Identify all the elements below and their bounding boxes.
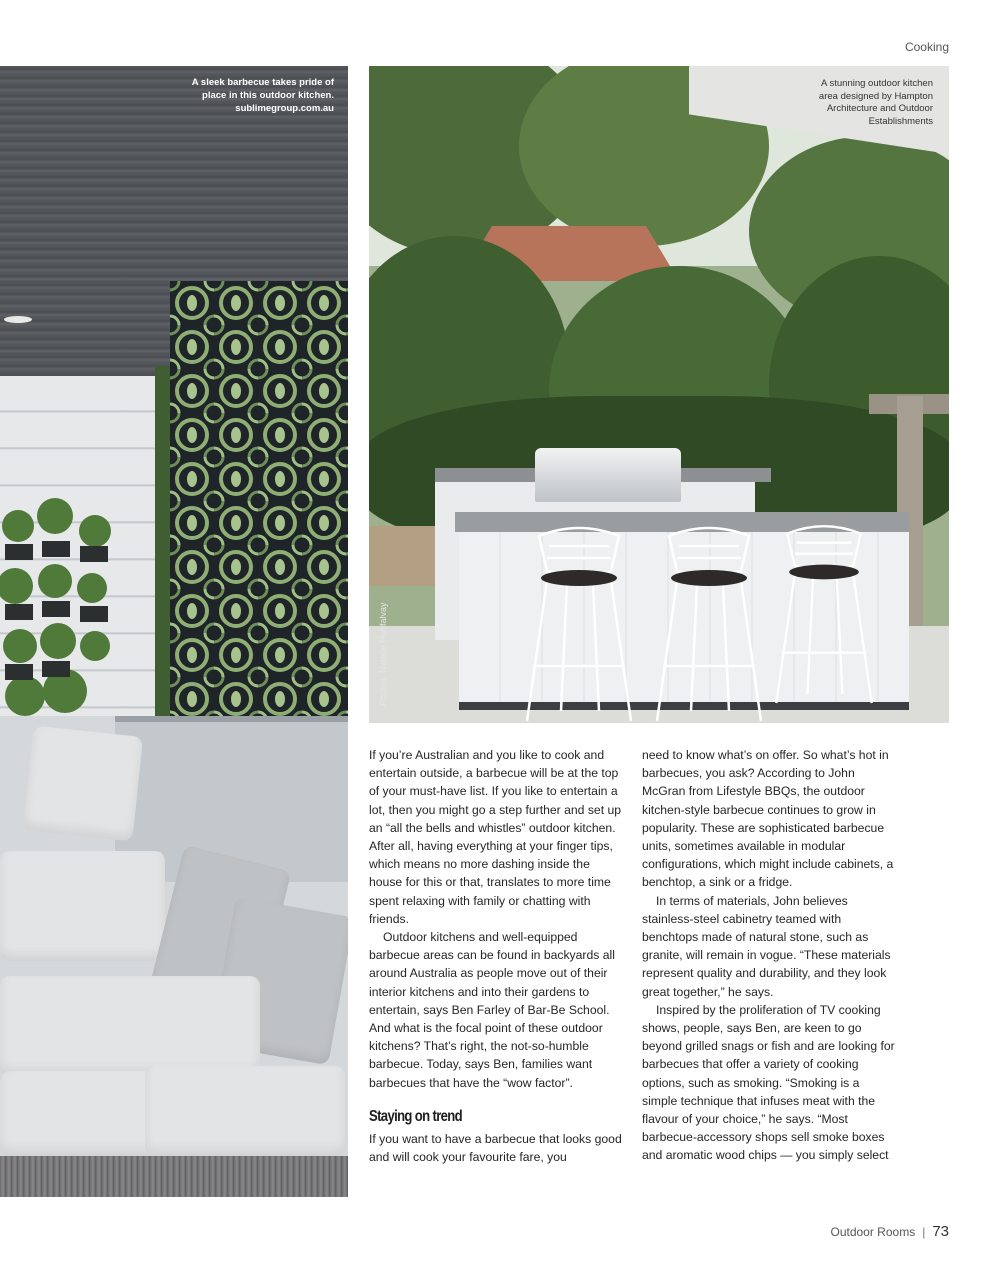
article-column-2 [642,746,898,1165]
article-column-1 [369,746,625,1166]
photo-cushion [23,726,143,842]
article-subheading: Staying on trend [369,1107,463,1125]
photo-vertical-garden [0,496,125,726]
article-paragraph: need to know what’s on offer. So what’s hot in barbecues, you ask? According to John McGran from Lifestyle BBQs, the outdoor kitchen-style barbecue continues to grow in popularity. These are sophisticated barbecue units, sometimes available in modular configurations, which might include cabinets, a benchtop, a sink or a fridge. [642,748,894,890]
photo-stone-wall [369,526,439,586]
photo-cushion [0,1071,160,1156]
magazine-name: Outdoor Rooms [830,1224,916,1239]
photo-cushion [145,1066,345,1156]
photo-decorative-screen [170,281,348,791]
section-label: Cooking [904,40,949,54]
article-paragraph: Inspired by the proliferation of TV cooking shows, people, says Ben, are keen to go beyond grilled snags or fish and are looking for barbecues that offer a variety of cooking options, such as smoking. “Smoking is a simple technique that infuses meat with the flavour of your choice,” he says. “Most barbecue-accessory shops sell smoke boxes and aromatic wood chips — you simply select [642,1002,895,1163]
page-number: 73 [932,1223,949,1240]
photo-outdoor-kitchen [369,66,949,723]
article-paragraph: Outdoor kitchens and well-equipped barbecue areas can be found in backyards all around Australia as people move out of their interior kitchens and into their gardens to entertain, says Ben Farley of Bar-Be School. And what is the focal point of these outdoor kitchens? That’s right, the not-so-humble barbecue. Today, says Ben, families want barbecues that have the “wow factor”. [369,930,615,1090]
article-paragraph: If you want to have a barbecue that looks good and will cook your favourite fare, you [369,1132,622,1165]
photo-bar-stool [649,526,769,723]
photo-ceiling-light [4,316,32,323]
photo-bar-stool [519,526,639,723]
photo-wicker-base [0,1156,348,1197]
photo-cushion [0,851,165,961]
photo-caption: A sleek barbecue takes pride of place in this outdoor kitchen. sublimegroup.com.au [191,77,334,114]
photo-credit: Photos: Natalie Hunfalvay [378,602,388,706]
photo-barbecue [535,448,681,502]
photo-bar-stool [769,521,879,711]
footer-separator: | [922,1224,926,1239]
photo-cushion [0,976,260,1076]
photo-caption: A stunning outdoor kitchen area designed by Hampton Architecture and Outdoor Establishments [818,78,933,127]
photo-outdoor-lounge [0,66,348,1197]
article-paragraph: In terms of materials, John believes stainless-steel cabinetry teamed with benchtops made of natural stone, such as granite, will remain in vogue. “These materials represent quality and durability, and they look great together,” he says. [642,893,891,999]
article-paragraph: If you’re Australian and you like to cook and entertain outside, a barbecue will be at the top of your must-have list. If you like to entertain a lot, then you might go a step further and set up an “all the bells and whistles” outdoor kitchen. After all, having everything at your finger tips, which means no more dashing inside the house for this or that, translates to more time spent relaxing with family or chatting with friends. [369,748,622,926]
page-footer [830,1223,949,1240]
